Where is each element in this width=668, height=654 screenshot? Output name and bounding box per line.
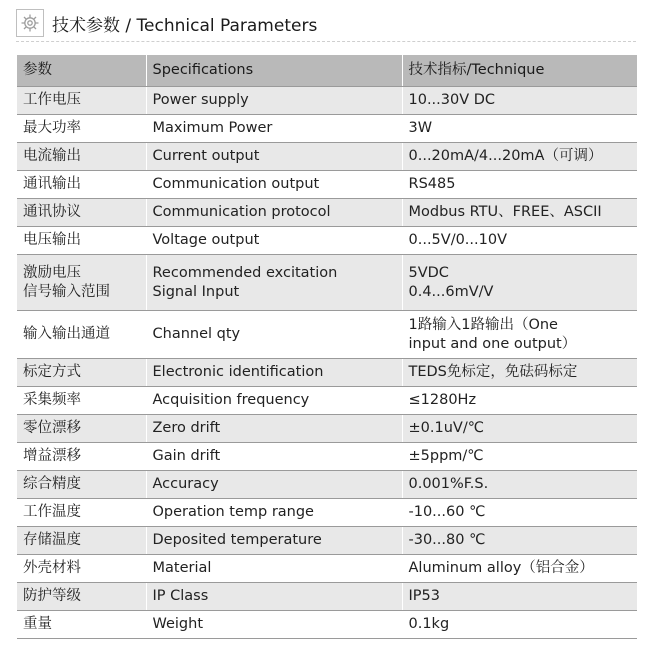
param-cell	[17, 611, 146, 639]
spec-cell	[146, 471, 402, 499]
spec-cell-text: Channel qty	[152, 326, 241, 342]
spec-cell	[146, 311, 402, 359]
gear-icon	[16, 9, 44, 37]
spec-cell	[146, 499, 402, 527]
table-row	[17, 443, 637, 471]
spec-cell-text: Deposited temperature	[152, 532, 322, 548]
value-cell	[402, 555, 637, 583]
value-cell	[402, 227, 637, 255]
spec-cell	[146, 387, 402, 415]
spec-cell-text: Electronic identification	[152, 364, 324, 380]
value-cell-text: TEDS免标定，免砝码标定	[408, 364, 578, 380]
spec-cell	[146, 527, 402, 555]
param-cell	[17, 359, 146, 387]
value-cell-text: Modbus RTU、FREE、ASCII	[408, 204, 602, 220]
spec-cell-text: Current output	[152, 148, 260, 164]
value-cell	[402, 443, 637, 471]
param-cell-text: 激励电压	[23, 264, 81, 281]
spec-cell-text: Communication protocol	[152, 204, 331, 220]
param-cell-text: 输入输出通道	[23, 326, 110, 342]
table-row	[17, 115, 637, 143]
table-row	[17, 311, 637, 359]
param-cell-text: 综合精度	[23, 476, 81, 492]
value-cell	[402, 471, 637, 499]
param-cell	[17, 443, 146, 471]
param-cell	[17, 143, 146, 171]
value-cell	[402, 527, 637, 555]
value-cell-text: 0.4...6mV/V	[408, 283, 494, 300]
param-cell	[17, 415, 146, 443]
param-cell	[17, 471, 146, 499]
value-cell-text: ≤1280Hz	[408, 392, 477, 408]
value-cell-text: 0...20mA/4...20mA（可调）	[408, 148, 603, 164]
table-row	[17, 583, 637, 611]
spec-cell	[146, 255, 402, 311]
table-row	[17, 611, 637, 639]
value-cell-text: 0.1kg	[408, 616, 450, 632]
spec-cell-text: Operation temp range	[152, 504, 314, 520]
spec-cell	[146, 555, 402, 583]
spec-cell	[146, 443, 402, 471]
table-body	[17, 87, 637, 639]
table-row	[17, 199, 637, 227]
param-cell	[17, 555, 146, 583]
spec-cell-text: Weight	[152, 616, 204, 632]
spec-cell-text: Voltage output	[152, 232, 260, 248]
table-row	[17, 143, 637, 171]
param-cell-text: 电流输出	[23, 148, 81, 164]
param-cell-text: 通讯输出	[23, 176, 81, 192]
column-header-param: 参数	[17, 55, 146, 87]
param-cell	[17, 255, 146, 311]
spec-cell	[146, 171, 402, 199]
param-cell	[17, 499, 146, 527]
param-cell	[17, 527, 146, 555]
spec-cell	[146, 359, 402, 387]
param-cell-text: 信号输入范围	[23, 283, 110, 300]
value-cell-text: -10...60 ℃	[408, 504, 486, 520]
value-cell-text: 1路输入1路输出（One	[408, 316, 558, 333]
param-cell-text: 增益漂移	[23, 448, 81, 464]
param-cell	[17, 227, 146, 255]
param-cell	[17, 311, 146, 359]
value-cell	[402, 359, 637, 387]
spec-cell	[146, 87, 402, 115]
table-row	[17, 555, 637, 583]
header-divider	[16, 41, 636, 42]
spec-cell	[146, 199, 402, 227]
spec-cell	[146, 583, 402, 611]
value-cell	[402, 87, 637, 115]
value-cell-text: 10...30V DC	[408, 92, 496, 108]
spec-cell	[146, 143, 402, 171]
param-cell-text: 防护等级	[23, 588, 81, 604]
param-cell-text: 工作温度	[23, 504, 81, 520]
value-cell	[402, 387, 637, 415]
param-cell	[17, 583, 146, 611]
spec-cell	[146, 227, 402, 255]
value-cell	[402, 255, 637, 311]
param-cell	[17, 115, 146, 143]
param-cell-text: 重量	[23, 616, 52, 632]
param-cell-text: 外壳材料	[23, 560, 81, 576]
spec-cell-text: Recommended excitation	[152, 264, 338, 281]
value-cell-text: ±0.1uV/℃	[408, 420, 484, 436]
param-cell-text: 工作电压	[23, 92, 81, 108]
spec-cell-text: Communication output	[152, 176, 320, 192]
param-cell	[17, 171, 146, 199]
param-cell-text: 采集频率	[23, 392, 81, 408]
param-cell-text: 最大功率	[23, 120, 81, 136]
value-cell-text: RS485	[408, 176, 456, 192]
table-row	[17, 415, 637, 443]
value-cell-text: ±5ppm/℃	[408, 448, 484, 464]
spec-cell-text: Acquisition frequency	[152, 392, 310, 408]
spec-cell	[146, 415, 402, 443]
value-cell-text: 0...5V/0...10V	[408, 232, 508, 248]
table-row	[17, 499, 637, 527]
value-cell-text: 3W	[408, 120, 433, 136]
table-row	[17, 227, 637, 255]
param-cell	[17, 87, 146, 115]
spec-cell-text: Accuracy	[152, 476, 219, 492]
table-row	[17, 387, 637, 415]
param-cell	[17, 199, 146, 227]
param-cell-text: 通讯协议	[23, 204, 81, 220]
spec-cell-text: Zero drift	[152, 420, 221, 436]
spec-cell-text: Gain drift	[152, 448, 221, 464]
spec-cell	[146, 115, 402, 143]
column-header-spec: Specifications	[146, 55, 402, 87]
table-row	[17, 359, 637, 387]
param-cell	[17, 387, 146, 415]
spec-cell-text: IP Class	[152, 588, 209, 604]
spec-cell-text: Material	[152, 560, 212, 576]
value-cell	[402, 311, 637, 359]
value-cell-text: -30...80 ℃	[408, 532, 486, 548]
value-cell	[402, 143, 637, 171]
param-cell-text: 标定方式	[23, 364, 81, 380]
parameters-table	[17, 55, 637, 639]
section-header	[16, 8, 317, 38]
table-header-row	[17, 55, 637, 87]
value-cell-text: 0.001%F.S.	[408, 476, 489, 492]
spec-cell	[146, 611, 402, 639]
param-cell-text: 电压输出	[23, 232, 81, 248]
table-row	[17, 171, 637, 199]
column-header-value: 技术指标/Technique	[402, 55, 637, 87]
value-cell	[402, 115, 637, 143]
value-cell	[402, 171, 637, 199]
table-row	[17, 255, 637, 311]
value-cell-text: Aluminum alloy（铝合金）	[408, 560, 594, 576]
value-cell	[402, 199, 637, 227]
value-cell	[402, 583, 637, 611]
param-cell-text: 存储温度	[23, 532, 81, 548]
spec-cell-text: Signal Input	[152, 283, 240, 300]
value-cell	[402, 499, 637, 527]
value-cell-text: 5VDC	[408, 264, 449, 281]
table-row	[17, 471, 637, 499]
spec-cell-text: Maximum Power	[152, 120, 273, 136]
page-title: 技术参数 / Technical Parameters	[52, 15, 318, 36]
value-cell-text: IP53	[408, 588, 440, 604]
table-row	[17, 527, 637, 555]
value-cell	[402, 611, 637, 639]
spec-cell-text: Power supply	[152, 92, 249, 108]
param-cell-text: 零位漂移	[23, 420, 81, 436]
value-cell-text: input and one output）	[408, 335, 577, 352]
table-row	[17, 87, 637, 115]
value-cell	[402, 415, 637, 443]
